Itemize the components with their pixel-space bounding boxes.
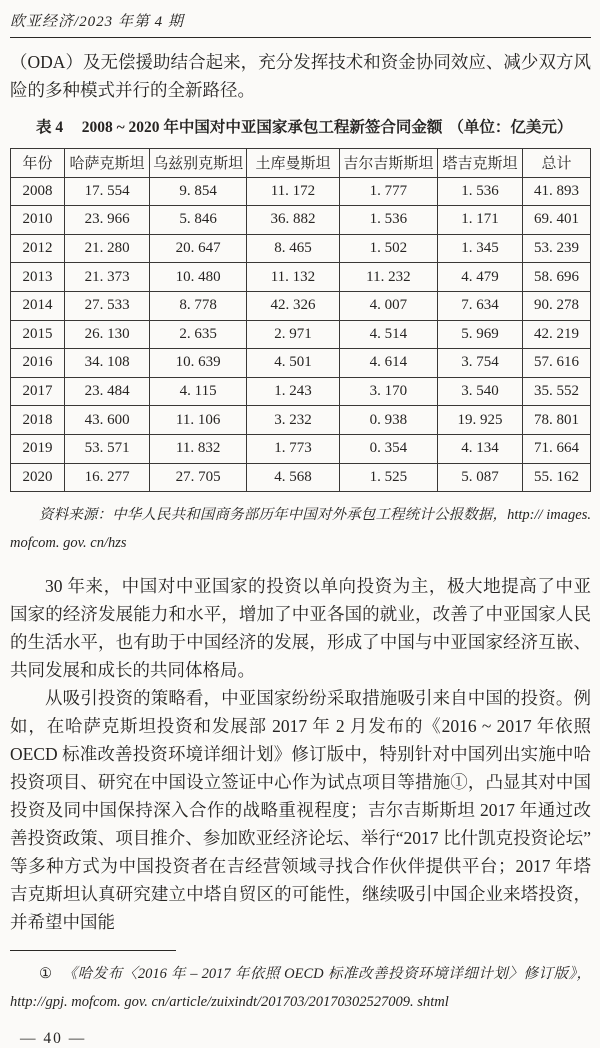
footnote-text: 《哈发布〈2016 年 – 2017 年依照 OECD 标准改善投资环境详细计划〉修订版》， http://gpj. mofcom. gov. cn/article/zuixindt/201703/20170302527009. shtml [10,965,591,1010]
table-cell: 2012 [11,234,65,263]
table-body [11,177,591,492]
table-cell: 69. 401 [523,206,591,235]
table-source-note: 资料来源：中华人民共和国商务部历年中国对外承包工程统计公报数据，http:// images. mofcom. gov. cn/hzs [10,507,591,552]
table-cell: 4. 479 [437,263,522,292]
table-cell: 41. 893 [523,177,591,206]
table-cell: 2018 [11,406,65,435]
table-cell: 26. 130 [64,320,149,349]
table-cell: 10. 639 [150,349,247,378]
table-cell: 1. 345 [437,234,522,263]
table-column-header: 哈萨克斯坦 [64,149,149,178]
table-cell: 5. 087 [437,463,522,492]
table-cell: 2015 [11,320,65,349]
table-cell: 4. 007 [339,291,437,320]
table-cell: 11. 232 [339,263,437,292]
table-row [11,349,591,378]
table-cell: 11. 172 [247,177,340,206]
table-cell: 43. 600 [64,406,149,435]
table-cell: 7. 634 [437,291,522,320]
table-cell: 11. 106 [150,406,247,435]
table-cell: 1. 502 [339,234,437,263]
table-cell: 10. 480 [150,263,247,292]
table-title-wrap [63,117,591,139]
table-cell: 2010 [11,206,65,235]
footnote-marker: ① [39,965,53,982]
table-header-row [11,149,591,178]
table-caption [10,117,591,139]
body-paragraphs [10,572,591,936]
table-cell: 0. 938 [339,406,437,435]
table-cell: 55. 162 [523,463,591,492]
table-row [11,234,591,263]
table-cell: 21. 280 [64,234,149,263]
table-cell: 1. 773 [247,434,340,463]
table-row [11,320,591,349]
intro-paragraph: （ODA）及无偿援助结合起来，充分发挥技术和资金协同效应、减少双方风险的多种模式并行的全新路径。 [10,52,591,100]
table-cell: 53. 571 [64,434,149,463]
table-cell: 2013 [11,263,65,292]
footnote-divider [10,950,176,951]
table-cell: 1. 777 [339,177,437,206]
table-cell: 17. 554 [64,177,149,206]
table-cell: 42. 219 [523,320,591,349]
table-cell: 4. 514 [339,320,437,349]
table-cell: 2. 635 [150,320,247,349]
table-cell: 19. 925 [437,406,522,435]
table-cell: 78. 801 [523,406,591,435]
table-cell: 9. 854 [150,177,247,206]
running-head: 欧亚经济/2023 年第 4 期 [10,12,591,38]
table-column-header: 总计 [523,149,591,178]
table-cell: 11. 832 [150,434,247,463]
paragraph-attract-investment: 从吸引投资的策略看，中亚国家纷纷采取措施吸引来自中国的投资。例如，在哈萨克斯坦投资和发展部 2017 年 2 月发布的《2016 ~ 2017 年依照 OECD 标准改善投资环境详细计划》修订版中，特别针对中国列出实施中哈投资项目、研究在中国设立签证中心作为试点项目等措施①，凸显其对中国投资及同中国保持深入合作的战略重视程度；吉尔吉斯斯坦 2017 年通过改善投资政策、项目推介、参加欧亚经济论坛、举行“2017 比什凯克投资论坛”等多种方式为中国投资者在吉经营领域寻找合作伙伴提供平台；2017 年塔吉克斯坦认真研究建立中塔自贸区的可能性，继续吸引中国企业来塔投资，并希望中国能 [10,687,591,932]
table-cell: 90. 278 [523,291,591,320]
table-cell: 11. 132 [247,263,340,292]
table-row [11,177,591,206]
table-label: 表 4 [36,119,64,136]
table-cell: 2020 [11,463,65,492]
table-cell: 57. 616 [523,349,591,378]
table-row [11,377,591,406]
footnote [10,960,591,1016]
table-cell: 4. 115 [150,377,247,406]
paragraph-investment-summary: 30 年来，中国对中亚国家的投资以单向投资为主，极大地提高了中亚国家的经济发展能力和水平，增加了中亚各国的就业，改善了中亚国家人民的生活水平，也有助于中国经济的发展，形成了中国与中亚国家经济互嵌、共同发展和成长的共同体格局。 [10,575,591,680]
table-row [11,463,591,492]
table-title: 2008 ~ 2020 年中国对中亚国家承包工程新签合同金额 [81,119,443,136]
table-column-header: 年份 [11,149,65,178]
table-cell: 5. 846 [150,206,247,235]
table-cell: 23. 966 [64,206,149,235]
table-cell: 4. 614 [339,349,437,378]
table-cell: 35. 552 [523,377,591,406]
table-cell: 58. 696 [523,263,591,292]
table-cell: 2016 [11,349,65,378]
table-cell: 27. 705 [150,463,247,492]
table-column-header: 乌兹别克斯坦 [150,149,247,178]
table-cell: 5. 969 [437,320,522,349]
table-cell: 3. 232 [247,406,340,435]
table-cell: 8. 465 [247,234,340,263]
table-cell: 53. 239 [523,234,591,263]
table-cell: 4. 501 [247,349,340,378]
table-cell: 3. 540 [437,377,522,406]
table-cell: 36. 882 [247,206,340,235]
table-cell: 2014 [11,291,65,320]
table-cell: 42. 326 [247,291,340,320]
table-cell: 20. 647 [150,234,247,263]
table-cell: 0. 354 [339,434,437,463]
table-column-header: 塔吉克斯坦 [437,149,522,178]
table-row [11,406,591,435]
contract-amount-table [10,148,591,492]
table-cell: 3. 754 [437,349,522,378]
table-cell: 2019 [11,434,65,463]
table-cell: 1. 525 [339,463,437,492]
table-cell: 4. 568 [247,463,340,492]
table-row [11,434,591,463]
page-number: — 40 — [20,1030,87,1048]
table-cell: 34. 108 [64,349,149,378]
table-cell: 2017 [11,377,65,406]
table-cell: 23. 484 [64,377,149,406]
table-cell: 16. 277 [64,463,149,492]
table-cell: 2. 971 [247,320,340,349]
table-row [11,291,591,320]
table-cell: 27. 533 [64,291,149,320]
table-cell: 21. 373 [64,263,149,292]
table-cell: 1. 536 [437,177,522,206]
table-column-header: 土库曼斯坦 [247,149,340,178]
table-row [11,263,591,292]
table-cell: 3. 170 [339,377,437,406]
table-cell: 71. 664 [523,434,591,463]
table-cell: 4. 134 [437,434,522,463]
table-row [11,206,591,235]
table-cell: 1. 171 [437,206,522,235]
table-cell: 1. 243 [247,377,340,406]
table-cell: 8. 778 [150,291,247,320]
table-unit: （单位：亿美元） [448,119,573,136]
table-column-header: 吉尔吉斯斯坦 [339,149,437,178]
table-cell: 1. 536 [339,206,437,235]
table-cell: 2008 [11,177,65,206]
